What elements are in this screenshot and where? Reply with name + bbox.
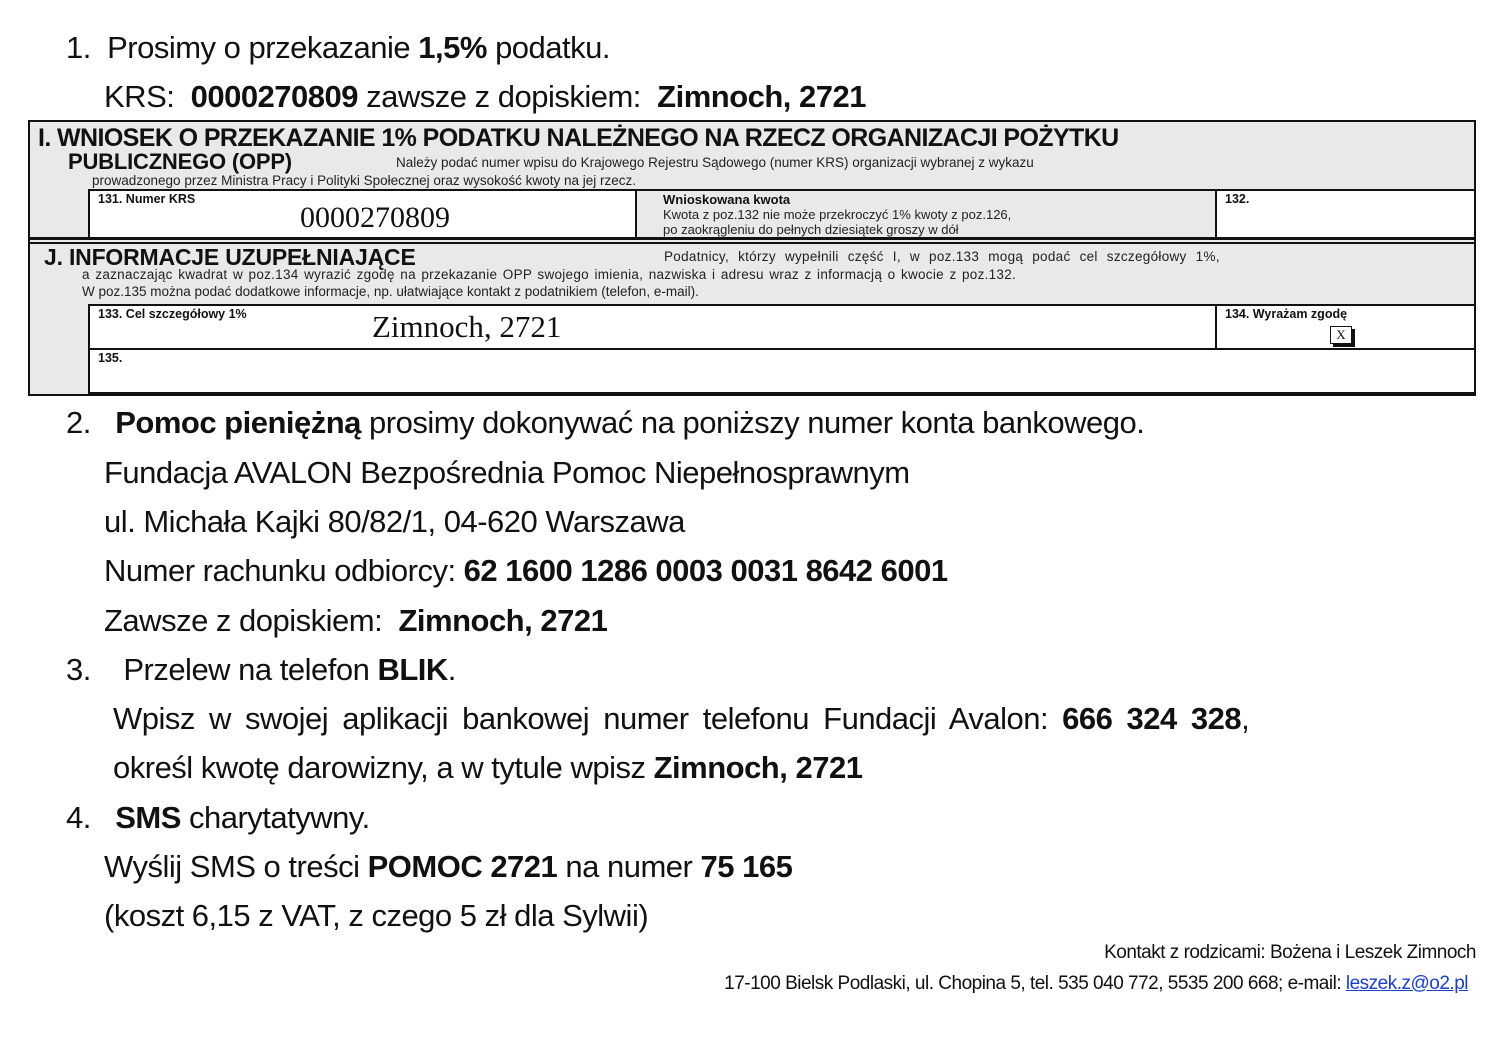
section-i [30,122,1474,237]
item3-line2-pre: określ kwotę darowizny, a w tytule wpisz [113,750,654,785]
krs-tag: Zimnoch, 2721 [657,79,866,114]
avalon-phone: 666 324 328 [1062,701,1242,736]
field-132[interactable] [1215,189,1476,239]
item2-heading [66,405,1144,441]
section-i-title-line2: PUBLICZNEGO (OPP) [68,149,292,174]
account-number: 62 1600 1286 0003 0031 8642 6001 [463,553,948,588]
item3-line2 [113,750,862,786]
item1-krs-line [104,79,866,115]
item3-line1 [113,701,1249,737]
item1-heading [66,30,610,66]
sms-code: POMOC 2721 [367,849,558,884]
kwota-info [635,189,1217,239]
field-132-label: 132. [1225,192,1250,206]
item3-line1-end: , [1241,701,1250,736]
footer-address [724,973,1468,995]
krs-mid: zawsze z dopiskiem: [358,79,650,114]
sms-number: 75 165 [700,849,793,884]
item4-line2: (koszt 6,15 z VAT, z czego 5 zł dla Sylwii) [104,898,649,933]
section-divider [30,237,1474,244]
item2-account [104,553,948,589]
kwota-line2: po zaokrągleniu do pełnych dziesiątek groszy w dół [663,222,959,237]
footer-address-text: 17-100 Bielsk Podlaski, ul. Chopina 5, tel. 535 040 772, 5535 200 668; e-mail: [724,973,1346,994]
item3-end: . [447,652,456,687]
field-134-label: 134. Wyrażam zgodę [1225,307,1348,321]
note-value: Zimnoch, 2721 [398,603,608,638]
item4-sms: SMS [115,800,181,835]
item4-text: charytatywny. [180,800,370,835]
item1-number: 1. [66,30,91,65]
field-134-checkbox[interactable]: X [1330,326,1352,344]
footer-email-link[interactable]: leszek.z@o2.pl [1345,973,1468,994]
item1-text-pre: Prosimy o przekazanie [107,30,419,65]
item3-blik: BLIK [377,652,448,687]
item3-number: 3. [66,652,91,687]
pit-form-excerpt [28,120,1476,396]
kwota-line1: Kwota z poz.132 nie może przekroczyć 1% kwoty z poz.126, [663,207,1012,222]
item3-heading [66,652,456,688]
field-131[interactable] [88,189,637,239]
footer-contact: Kontakt z rodzicami: Bożena i Leszek Zimnoch [1104,942,1476,963]
item3-text: Przelew na telefon [123,652,378,687]
account-label: Numer rachunku odbiorcy: [104,553,464,588]
item4-heading [66,800,370,836]
section-i-desc-line2: prowadzonego przez Ministra Pracy i Polityki Społecznej oraz wysokość kwoty na jej rzecz. [92,173,636,188]
krs-value: 0000270809 [190,79,359,114]
section-i-title-line1: I. WNIOSEK O PRZEKAZANIE 1% PODATKU NALEŻNEGO NA RZECZ ORGANIZACJI POŻYTKU [38,124,1119,152]
item1-percent: 1,5% [418,30,487,65]
item4-line1-pre: Wyślij SMS o treści [104,849,368,884]
field-134 [1215,304,1476,350]
item1-text-post: podatku. [486,30,610,65]
item2-number: 2. [66,405,91,440]
item4-number: 4. [66,800,91,835]
item4-line1-mid: na numer [557,849,701,884]
section-j [30,244,1474,394]
kwota-title: Wnioskowana kwota [663,192,791,207]
field-133-label: 133. Cel szczegółowy 1% [98,307,247,321]
item2-note [104,603,607,639]
section-i-desc-line1: Należy podać numer wpisu do Krajowego Rejestru Sądowego (numer KRS) organizacji wybranej z wykazu [396,155,1034,170]
item2-text: prosimy dokonywać na poniższy numer konta bankowego. [360,405,1145,440]
field-135[interactable] [88,348,1476,394]
item4-line1 [104,849,792,885]
krs-label: KRS: [104,79,175,114]
section-j-desc-line1: Podatnicy, którzy wypełnili część I, w poz.133 mogą podać cel szczegółowy 1%, [664,249,1220,264]
item2-address: ul. Michała Kajki 80/82/1, 04-620 Warszawa [104,504,685,539]
field-135-label: 135. [98,351,123,365]
item3-line2-bold: Zimnoch, 2721 [653,750,863,785]
section-j-title: J. INFORMACJE UZUPEŁNIAJĄCE [44,244,416,270]
field-131-label: 131. Numer KRS [98,192,196,206]
item2-org: Fundacja AVALON Bezpośrednia Pomoc Niepełnosprawnym [104,455,910,490]
item2-bold: Pomoc pieniężną [115,405,361,440]
field-133-value: Zimnoch, 2721 [372,309,562,344]
section-j-desc-line2: a zaznaczając kwadrat w poz.134 wyrazić zgodę na przekazanie OPP swojego imienia, nazwiska i adresu wraz z informacją o kwocie z poz.132. [82,267,1017,282]
section-j-desc-line3: W poz.135 można podać dodatkowe informacje, np. ułatwiające kontakt z podatnikiem (telefon, e-mail). [82,284,699,299]
note-label: Zawsze z dopiskiem: [104,603,391,638]
field-131-value: 0000270809 [300,201,450,234]
item3-line1-pre: Wpisz w swojej aplikacji bankowej numer telefonu Fundacji Avalon: [113,701,1063,736]
field-133[interactable] [88,304,1217,350]
